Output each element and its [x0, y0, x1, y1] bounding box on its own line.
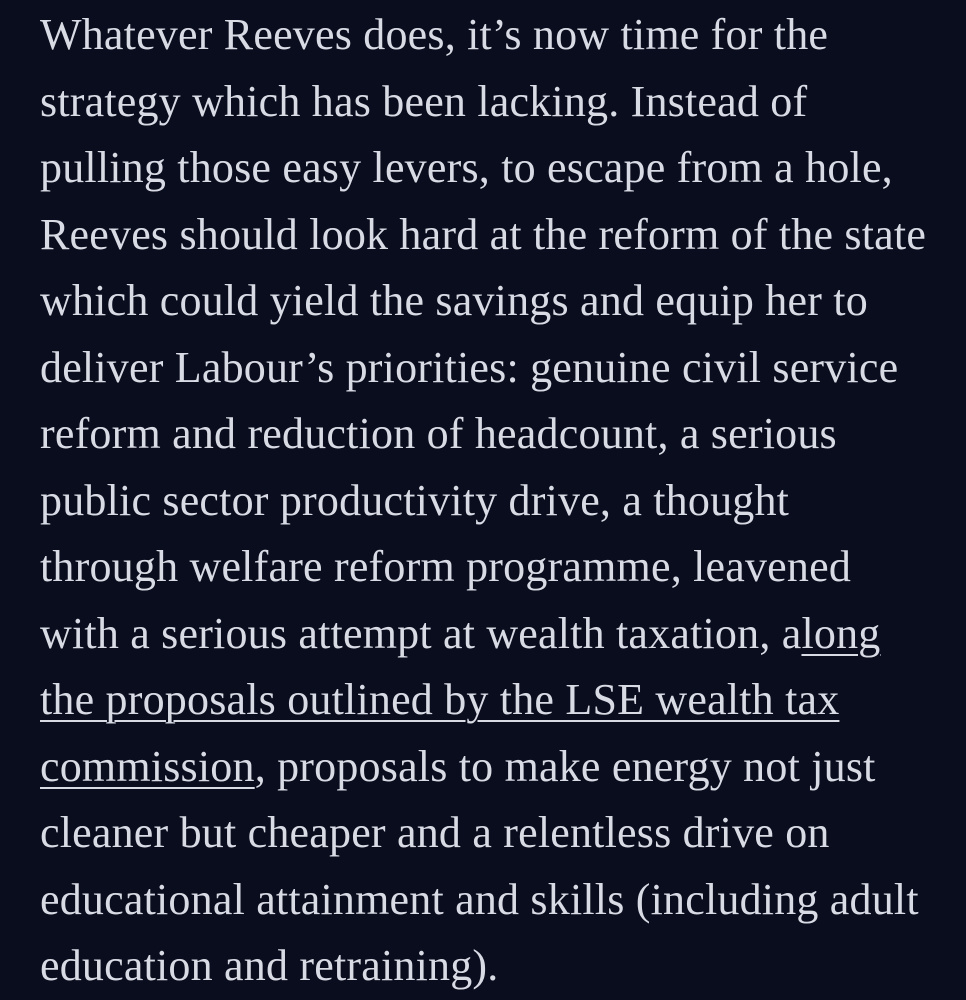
article-paragraph [40, 0, 936, 1000]
paragraph-text-before-link: Whatever Reeves does, it’s now time for the strategy which has been lacking. Instead of pulling those easy levers, to escape from a hole, Reeves should look hard at the reform of the state which could yield the savings and equip her to deliver Labour’s priorities: genuine civil service reform and reduction of headcount, a serious public sector productivity drive, a thought through welfare reform programme, leavened with a serious attempt at wealth taxation, a [40, 10, 927, 658]
paragraph-text-after-link: , proposals to make energy not just cleaner but cheaper and a relentless drive on educational attainment and skills (including adult education and retraining). [40, 741, 919, 990]
lse-wealth-tax-commission-link[interactable]: long the proposals outlined by the LSE wealth tax commission [40, 608, 881, 791]
